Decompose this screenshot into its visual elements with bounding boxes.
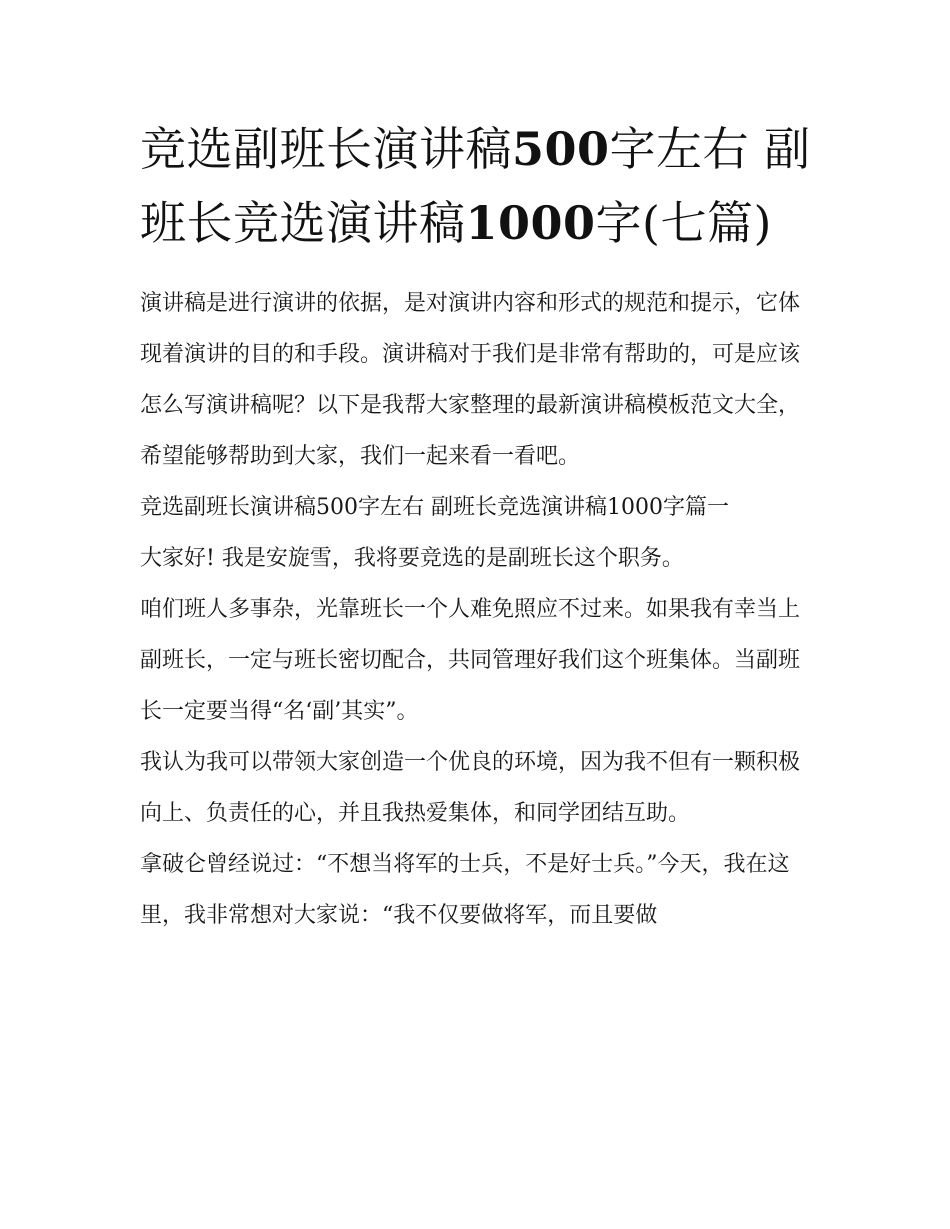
paragraph: 咱们班人多事杂，光靠班长一个人难免照应不过来。如果我有幸当上副班长，一定与班长密切配合，共同管理好我们这个班集体。当副班长一定要当得“名‘副’其实”。 [140, 597, 801, 724]
section-heading: 竞选副班长演讲稿500字左右 副班长竞选演讲稿1000字篇一 [140, 495, 729, 520]
paragraph: 大家好! 我是安旋雪，我将要竞选的是副班长这个职务。 [140, 546, 684, 571]
paragraph: 拿破仑曾经说过：“不想当将军的士兵，不是好士兵。”今天，我在这里，我非常想对大家说：“我不仅要做将军，而且要做 [140, 852, 790, 928]
document-page [140, 112, 812, 941]
document-title: 竞选副班长演讲稿500字左右 副班长竞选演讲稿1000字(七篇) [140, 122, 811, 250]
paragraph-intro: 演讲稿是进行演讲的依据，是对演讲内容和形式的规范和提示，它体现着演讲的目的和手段。演讲稿对于我们是非常有帮助的，可是应该怎么写演讲稿呢？以下是我帮大家整理的最新演讲稿模板范文大全，希望能够帮助到大家，我们一起来看一看吧。 [140, 291, 801, 469]
document-body [140, 278, 812, 941]
paragraph: 我认为我可以带领大家创造一个优良的环境，因为我不但有一颗积极向上、负责任的心，并且我热爱集体，和同学团结互助。 [140, 750, 801, 826]
